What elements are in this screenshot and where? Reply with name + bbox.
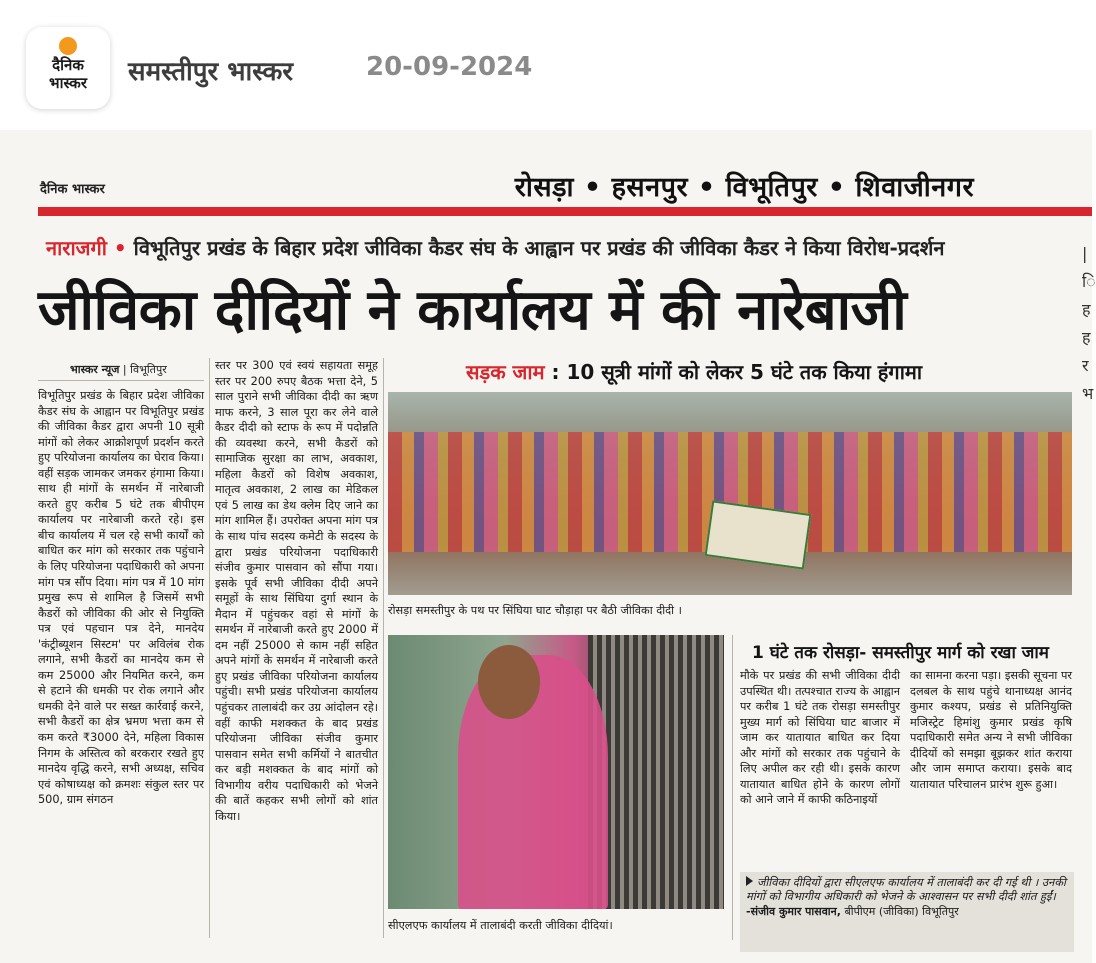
- article-byline: भास्कर न्यूज | विभूतिपुर: [70, 363, 167, 376]
- logo-text-line2: भास्कर: [49, 74, 87, 92]
- article-column-4: का सामना करना पड़ा। इसकी सूचना पर दलबल के साथ पहुंचे थानाध्यक्ष आनंद कुमार कश्यप, प्रखंड से प्रतिनियुक्ति मजिस्ट्रेट हिमांशु कुमार प्रखंड कृषि पदाधिकारी समेत अन्य ने सभी जीविका दीदियों को समझा बूझकर शांत कराया और जाम समाप्त कराया। इसके बाद यातायात परिचालन प्रारंभ शुरू हुआ।: [910, 669, 1072, 791]
- edge-glyph: ह: [1082, 300, 1091, 319]
- article-column-3: मौके पर प्रखंड की सभी जीविका दीदी उपस्थित थी। तत्पश्चात राज्य के आह्वान पर करीब 1 घंटे तक रोसड़ा समस्तीपुर मुख्य मार्ग को सिंघिया घाट बाजार में जाम कर यातायात बाधित कर दिया और मांगों को सरकार तक पहुंचाने के लिए अपील कर रही थी। इसके कारण यातायात बाधित होने के कारण लोगों को आने जाने में काफी कठिनाइयों: [740, 669, 900, 807]
- quote-sig-name: -संजीव कुमार पासवान,: [746, 905, 841, 918]
- side-headline: 1 घंटे तक रोसड़ा- समस्तीपुर मार्ग को रखा जाम: [752, 643, 1049, 663]
- subhead-tag: सड़क जाम: [466, 360, 545, 384]
- photo2-caption: सीएलएफ कार्यालय में तालाबंदी करती जीविका दीदियां।: [388, 919, 613, 932]
- edge-glyph: ि: [1082, 272, 1096, 291]
- edge-glyph: भ: [1082, 384, 1094, 403]
- article-kicker: [46, 234, 944, 261]
- article-column-1: विभूतिपुर प्रखंड के बिहार प्रदेश जीविका कैडर संघ के आह्वान पर विभूतिपुर प्रखंड की जीविका कैडर द्वारा अपनी 10 सूत्री मांगों को लेकर आक्रोशपूर्ण प्रदर्शन करते हुए परियोजना कार्यालय का घेराव किया। वहीं सड़क जामकर जमकर हंगामा किया। साथ ही मांगों के समर्थन में नारेबाजी करते हुए करीब 5 घंटे तक बीपीएम कार्यालय पर नारेबाजी करते रहे। इस बीच कार्यालय में चल रहे सभी कार्यों को बाधित कर मांग को सरकार तक पहुंचाने के लिए परियोजना पदाधिकारी को अपना मांग पत्र सौंप दिया। मांग पत्र में 10 मांग प्रमुख रूप से शामिल है जिसमें सभी कैडरों को जीविका की ओर से नियुक्ति पत्र एवं पहचान पत्र देने, मानदेय 'कंट्रीब्यूशन सिस्टम' पर अविलंब रोक लगाने, सभी कैडरों का मानदेय कम से कम 25000 और नियमित करने, कम से हटाने की धमकी पर रोक लगाने और धमकी देने वाले पर सख्त कार्रवाई करने, सभी कैडरों का क्षेत्र भ्रमण भत्ता कम से कम करते ₹3000 देने, महिला विकास निगम के अस्तित्व को बरकरार रखते हुए मानदेय वृद्धि करने, सभी अध्यक्ष, सचिव एवं कोषाध्यक्ष को क्रमशः संकुल स्तर पर 500, ग्राम संगठन: [38, 389, 204, 807]
- byline-source: भास्कर न्यूज: [70, 363, 120, 376]
- article-column-2: स्तर पर 300 एवं स्वयं सहायता समूह स्तर पर 200 रुपए बैठक भत्ता देने, 5 साल पुराने सभी जीविका दीदी का ऋण माफ करने, 3 साल पूरा कर लेने वाले कैडर दीदी को स्टाफ के रूप में पदोन्नति की व्यवस्था करने, सभी कैडरों को सामाजिक सुरक्षा का लाभ, अवकाश, महिला कैडरों को विशेष अवकाश, मातृत्व अवकाश, 2 लाख का मेडिकल एवं 5 लाख का डेथ क्लेम दिए जाने का मांग शामिल हैं। उपरोक्त अपना मांग पत्र के साथ पांच सदस्य कमेटी के सदस्य के द्वारा प्रखंड परियोजना पदाधिकारी संजीव कुमार पासवान को सौंपा गया। इसके पूर्व सभी जीविका दीदी अपने समूहों के साथ सिंघिया दुर्गा स्थान के मैदान में पहुंचकर वहां से मांगों के समर्थन में नारेबाजी करते हुए 2000 में दम नहीं 25000 से काम नहीं सहित अपने मांगों के समर्थन में नारेबाजी करते हुए प्रखंड जीविका परियोजना कार्यालय पहुंची। सभी प्रखंड परियोजना कार्यालय पहुंचकर तालाबंदी कर उग्र आंदोलन रहे। वहीं काफी मशक्कत के बाद प्रखंड परियोजना जीविका संजीव कुमार पासवान समेत सभी कर्मियों ने बातचीत कर बड़ी मशक्कत के बाद मांगों को विभागीय वरीय पदाधिकारी को भेजने की बातें कहकर सभी लोगों को शांत किया।: [215, 359, 378, 823]
- subhead-text: : 10 सूत्री मांगों को लेकर 5 घंटे तक किया हंगामा: [544, 360, 923, 384]
- edge-glyph: |: [1082, 244, 1088, 263]
- app-header: [0, 0, 1092, 130]
- article-headline: जीविका दीदियों ने कार्यालय में की नारेबाजी: [38, 278, 907, 343]
- quote-text: जीविका दीदियों द्वारा सीएलएफ कार्यालय में तालाबंदी कर दी गई थी । उनकी मांगों को विभागीय अधिकारी को भेजने के आश्वासन पर सभी दीदी शांत हुईं।: [746, 876, 1066, 903]
- byline-rule: [38, 380, 204, 381]
- office-lockout-photo[interactable]: [388, 635, 724, 909]
- section-places: रोसड़ा • हसनपुर • विभूतिपुर • शिवाजीनगर: [514, 172, 974, 203]
- column-divider: [209, 358, 210, 938]
- column-divider: [383, 358, 384, 938]
- quote-box: [740, 872, 1074, 952]
- triangle-bullet-icon: [746, 876, 753, 886]
- sun-icon: [59, 37, 77, 55]
- quote-signature: [746, 905, 1068, 919]
- newspaper-page: [0, 130, 1096, 963]
- photo1-caption: रोसड़ा समस्तीपुर के पथ पर सिंघिया घाट चौड़ाहा पर बैठी जीविका दीदी ।: [388, 604, 682, 617]
- kicker-text: विभूतिपुर प्रखंड के बिहार प्रदेश जीविका कैडर संघ के आह्वान पर प्रखंड की जीविका कैडर ने किया विरोध-प्रदर्शन: [126, 236, 945, 260]
- logo-text-line1: दैनिक: [52, 56, 84, 74]
- edge-glyph: र: [1082, 356, 1089, 375]
- protest-road-photo[interactable]: [388, 392, 1072, 595]
- column-divider: [732, 635, 733, 940]
- sub-headline: [466, 358, 922, 385]
- adjacent-article-edge: [1082, 240, 1096, 408]
- dainik-bhaskar-logo[interactable]: [26, 27, 110, 109]
- byline-place: विभूतिपुर: [130, 363, 167, 376]
- masthead-small: दैनिक भास्कर: [40, 182, 105, 197]
- quote-sig-role: बीपीएम (जीविका) विभूतिपुर: [840, 905, 959, 918]
- edge-glyph: ह: [1082, 328, 1091, 347]
- woman-head: [478, 645, 540, 719]
- edition-date[interactable]: 20-09-2024: [366, 52, 533, 82]
- section-red-rule: [38, 207, 1092, 216]
- iron-gate: [588, 635, 724, 909]
- edition-title: समस्तीपुर भास्कर: [128, 57, 293, 87]
- kicker-tag: नाराजगी •: [46, 236, 127, 260]
